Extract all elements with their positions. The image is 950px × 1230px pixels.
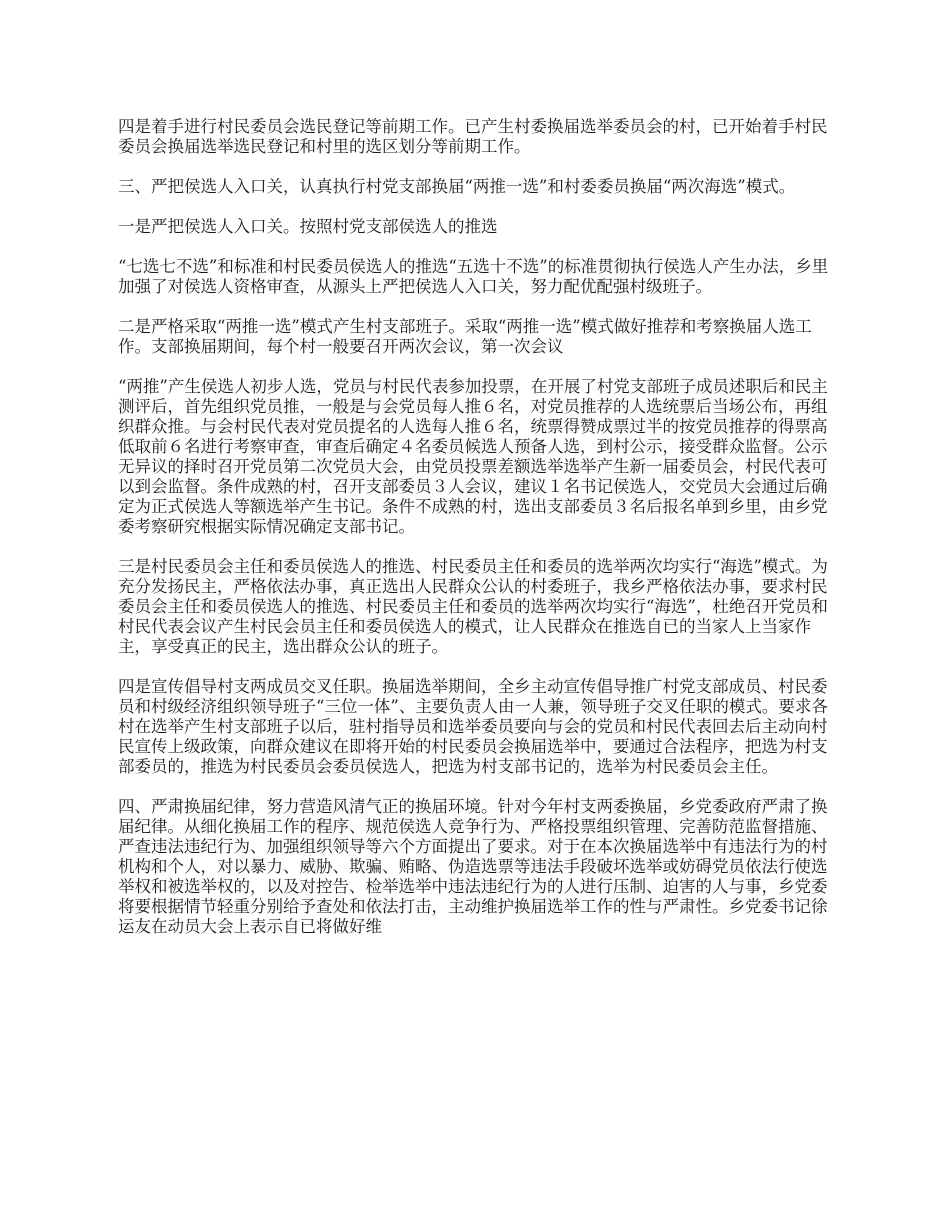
document-body [118,117,842,957]
paragraph: 三是村民委员会主任和委员侯选人的推选、村民委员主任和委员的选举两次均实行“海选”模式。为充分发扬民主，严格依法办事，真正选出人民群众公认的村委班子，我乡严格依法办事，要求村民委员会主任和委员侯选人的推选、村民委员主任和委员的选举两次均实行“海选”，杜绝召开党员和村民代表会议产生村民会员主任和委员侯选人的模式，让人民群众在推选自已的当家人上当家作主，享受真正的民主，选出群众公认的班子。 [118,557,828,656]
paragraph: 三、严把侯选人入口关，认真执行村党支部换届“两推一选”和村委委员换届“两次海选”模式。 [118,177,796,196]
paragraph: “七选七不选”和标准和村民委员侯选人的推选“五选十不选”的标准贯彻执行侯选人产生办法，乡里加强了对侯选人资格审查，从源头上严把侯选人入口关，努力配优配强村级班子。 [118,257,829,296]
paragraph: “两推”产生侯选人初步人选，党员与村民代表参加投票，在开展了村党支部班子成员述职后和民主测评后，首先组织党员推，一般是与会党员每人推６名，对党员推荐的人选统票后当场公布，再组织群众推。与会村民代表对党员提名的人选每人推６名，统票得赞成票过半的按党员推荐的得票高低取前６名进行考察审查，审查后确定４名委员候选人预备人选，到村公示，接受群众监督。公示无异议的择时召开党员第二次党员大会，由党员投票差额选举选举产生新一届委员会，村民代表可以到会监督。条件成熟的村，召开支部委员３人会议，建议１名书记侯选人，交党员大会通过后确定为正式侯选人等额选举产生书记。条件不成熟的村，选出支部委员３名后报名单到乡里，由乡党委考察研究根据实际情况确定支部书记。 [118,377,828,536]
paragraph: 二是严格采取“两推一选”模式产生村支部班子。采取“两推一选”模式做好推荐和考察换届人选工作。支部换届期间，每个村一般要召开两次会议，第一次会议 [118,317,812,356]
paragraph: 四、严肃换届纪律，努力营造风清气正的换届环境。针对今年村支两委换届，乡党委政府严肃了换届纪律。从细化换届工作的程序、规范侯选人竞争行为、严格投票组织管理、完善防范监督措施、严查违法违纪行为、加强组织领导等六个方面提出了要求。对于在本次换届选举中有违法行为的村机构和个人，对以暴力、威胁、欺骗、贿略、伪造选票等违法手段破坏选举或妨碍党员依法行使选举权和被选举权的，以及对控告、检举选举中违法违纪行为的人进行压制、迫害的人与事，乡党委将要根据情节轻重分别给予查处和依法打击，主动维护换届选举工作的性与严肃性。乡党委书记徐运友在动员大会上表示自已将做好维 [118,797,828,936]
paragraph: 一是严把侯选人入口关。按照村党支部侯选人的推选 [118,217,498,236]
paragraph: 四是着手进行村民委员会选民登记等前期工作。已产生村委换届选举委员会的村，已开始着手村民委员会换届选举选民登记和村里的选区划分等前期工作。 [118,117,828,156]
paragraph: 四是宣传倡导村支两成员交叉任职。换届选举期间，全乡主动宣传倡导推广村党支部成员、村民委员和村级经济组织领导班子“三位一体”、主要负责人由一人兼，领导班子交叉任职的模式。要求各村在选举产生村支部班子以后，驻村指导员和选举委员要向与会的党员和村民代表回去后主动向村民宣传上级政策，向群众建议在即将开始的村民委员会换届选举中，要通过合法程序，把选为村支部委员的，推选为村民委员会委员侯选人，把选为村支部书记的，选举为村民委员会主任。 [118,677,828,776]
